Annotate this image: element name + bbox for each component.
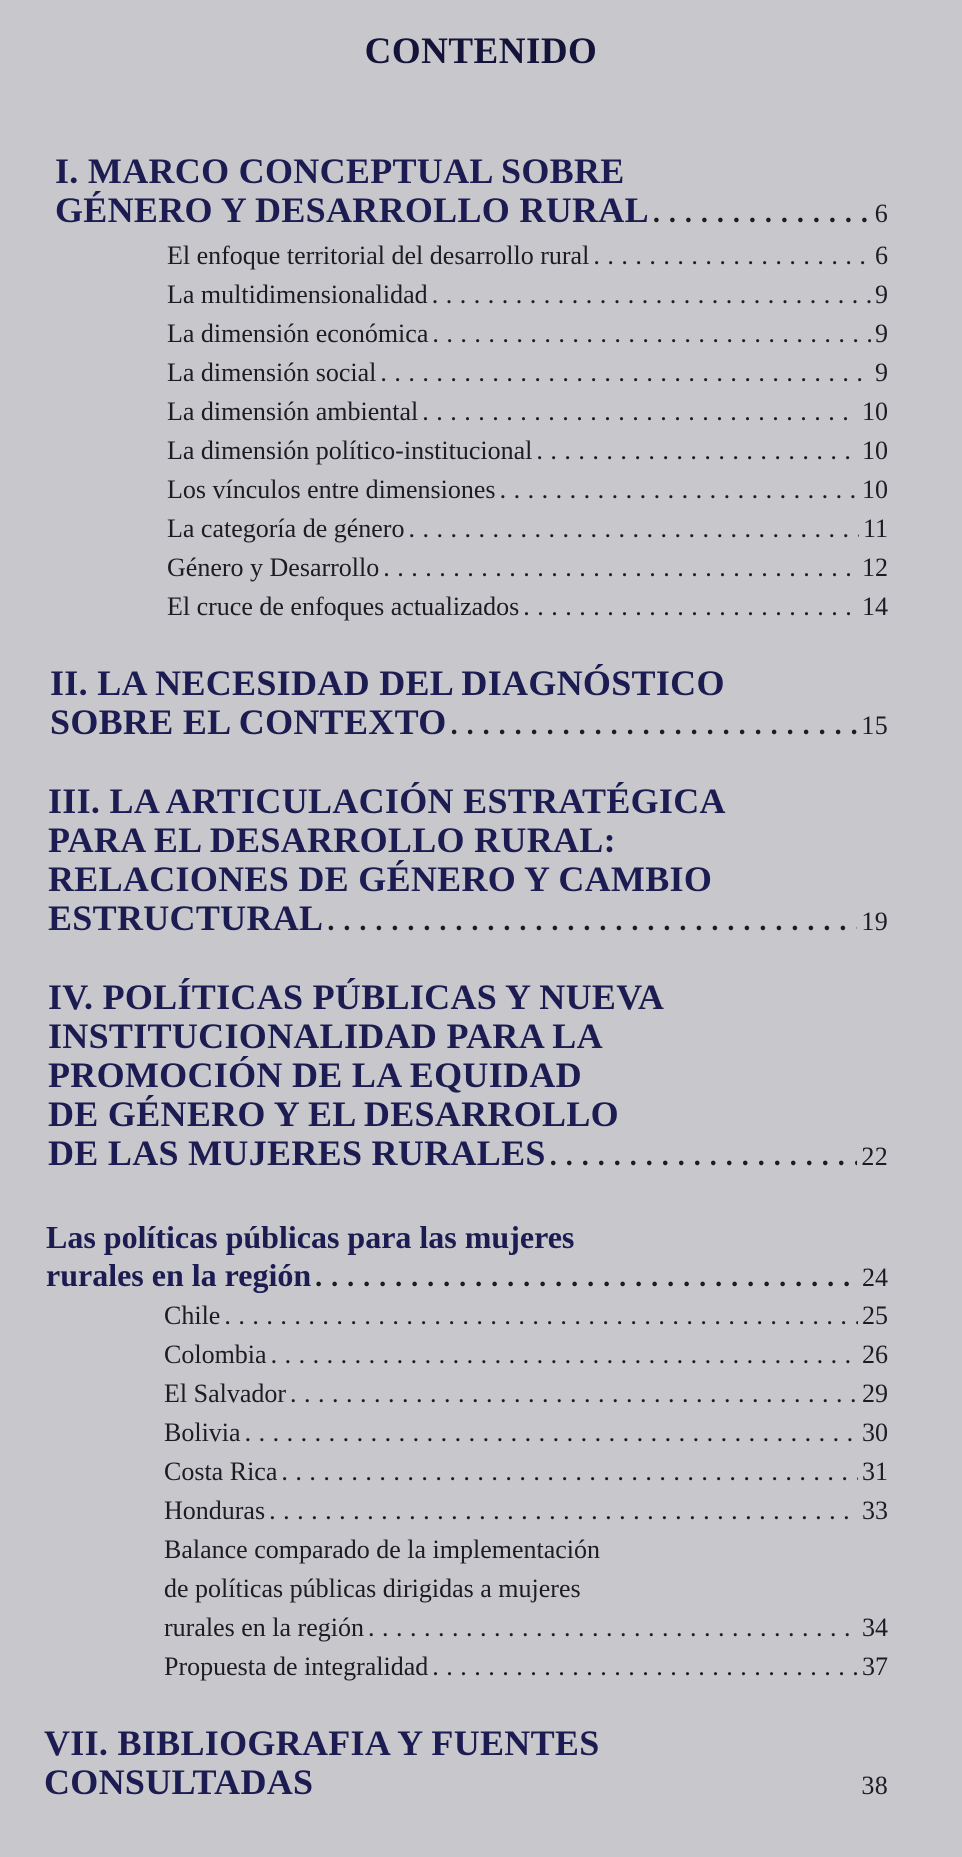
page-title: CONTENIDO: [364, 31, 598, 72]
section-7-page: 38: [861, 1771, 888, 1800]
list-item: El enfoque territorial del desarrollo rural . . . 6: [167, 236, 888, 275]
list-item: Honduras . . . 33: [164, 1491, 888, 1530]
leader-dots: [327, 902, 857, 941]
list-item: El cruce de enfoques actualizados . . . 14: [167, 587, 888, 626]
section-3-line-1: III. LA ARTICULACIÓN ESTRATÉGICA: [48, 781, 726, 821]
section-2-heading: [50, 664, 888, 745]
section-4-line-4: DE GÉNERO Y EL DESARROLLO: [48, 1094, 619, 1134]
list-item: La multidimensionalidad . . . 9: [167, 275, 888, 314]
list-item: Colombia . . . 26: [164, 1335, 888, 1374]
section-3-line-4: ESTRUCTURAL: [48, 898, 324, 938]
subsection-heading: [46, 1218, 888, 1297]
leader-dots: [451, 706, 858, 745]
section-4-page: 22: [861, 1142, 888, 1171]
section-7-line-2: CONSULTADAS: [44, 1762, 314, 1802]
section-3-page: 19: [861, 907, 888, 936]
list-item: La categoría de género . . . 11: [167, 509, 888, 548]
balance-page: 34: [862, 1613, 888, 1642]
section-1-line-2: GÉNERO Y DESARROLLO RURAL: [55, 190, 649, 230]
list-item: Bolivia . . . 30: [164, 1413, 888, 1452]
section-4-line-1: IV. POLÍTICAS PÚBLICAS Y NUEVA: [48, 977, 665, 1017]
section-4-line-2: INSTITUCIONALIDAD PARA LA: [48, 1016, 603, 1056]
list-item: Los vínculos entre dimensiones . . . 10: [167, 470, 888, 509]
leader-dots: [550, 1137, 858, 1176]
subsection-line-1: Las políticas públicas para las mujeres: [46, 1219, 575, 1255]
section-3-line-3: RELACIONES DE GÉNERO Y CAMBIO: [48, 859, 713, 899]
list-item: El Salvador . . . 29: [164, 1374, 888, 1413]
subsection-line-2: rurales en la región: [46, 1257, 312, 1293]
section-2-line-1: II. LA NECESIDAD DEL DIAGNÓSTICO: [50, 663, 725, 703]
section-1-heading: [55, 152, 888, 233]
section-1-items: [167, 236, 888, 626]
list-item: Costa Rica . . . 31: [164, 1452, 888, 1491]
list-item: La dimensión económica . . . 9: [167, 314, 888, 353]
section-3-heading: [48, 782, 888, 941]
section-2-page: 15: [861, 711, 888, 740]
section-3-line-2: PARA EL DESARROLLO RURAL:: [48, 820, 616, 860]
leader-dots: [315, 1259, 858, 1297]
subsection-page: 24: [862, 1263, 888, 1292]
list-item: Chile . . . 25: [164, 1296, 888, 1335]
balance-item: Balance comparado de la implementación de políticas públicas dirigidas a mujeres rurales en la región . . . 34: [164, 1530, 888, 1647]
section-1-line-1: I. MARCO CONCEPTUAL SOBRE: [55, 151, 625, 191]
list-item: Género y Desarrollo . . . 12: [167, 548, 888, 587]
list-item: La dimensión ambiental . . . 10: [167, 392, 888, 431]
section-4-heading: [48, 978, 888, 1176]
list-item: La dimensión social . . . 9: [167, 353, 888, 392]
section-7-line-1: VII. BIBLIOGRAFIA Y FUENTES: [44, 1723, 600, 1763]
subsection-items: [164, 1296, 888, 1686]
list-item: La dimensión político-institucional . . . 10: [167, 431, 888, 470]
section-2-line-2: SOBRE EL CONTEXTO: [50, 702, 447, 742]
section-1-page: 6: [874, 199, 888, 228]
section-7-heading: [44, 1724, 888, 1805]
list-item: Propuesta de integralidad . . . 37: [164, 1647, 888, 1686]
section-4-line-3: PROMOCIÓN DE LA EQUIDAD: [48, 1055, 582, 1095]
section-4-line-5: DE LAS MUJERES RURALES: [48, 1133, 546, 1173]
leader-dots: [653, 194, 871, 233]
